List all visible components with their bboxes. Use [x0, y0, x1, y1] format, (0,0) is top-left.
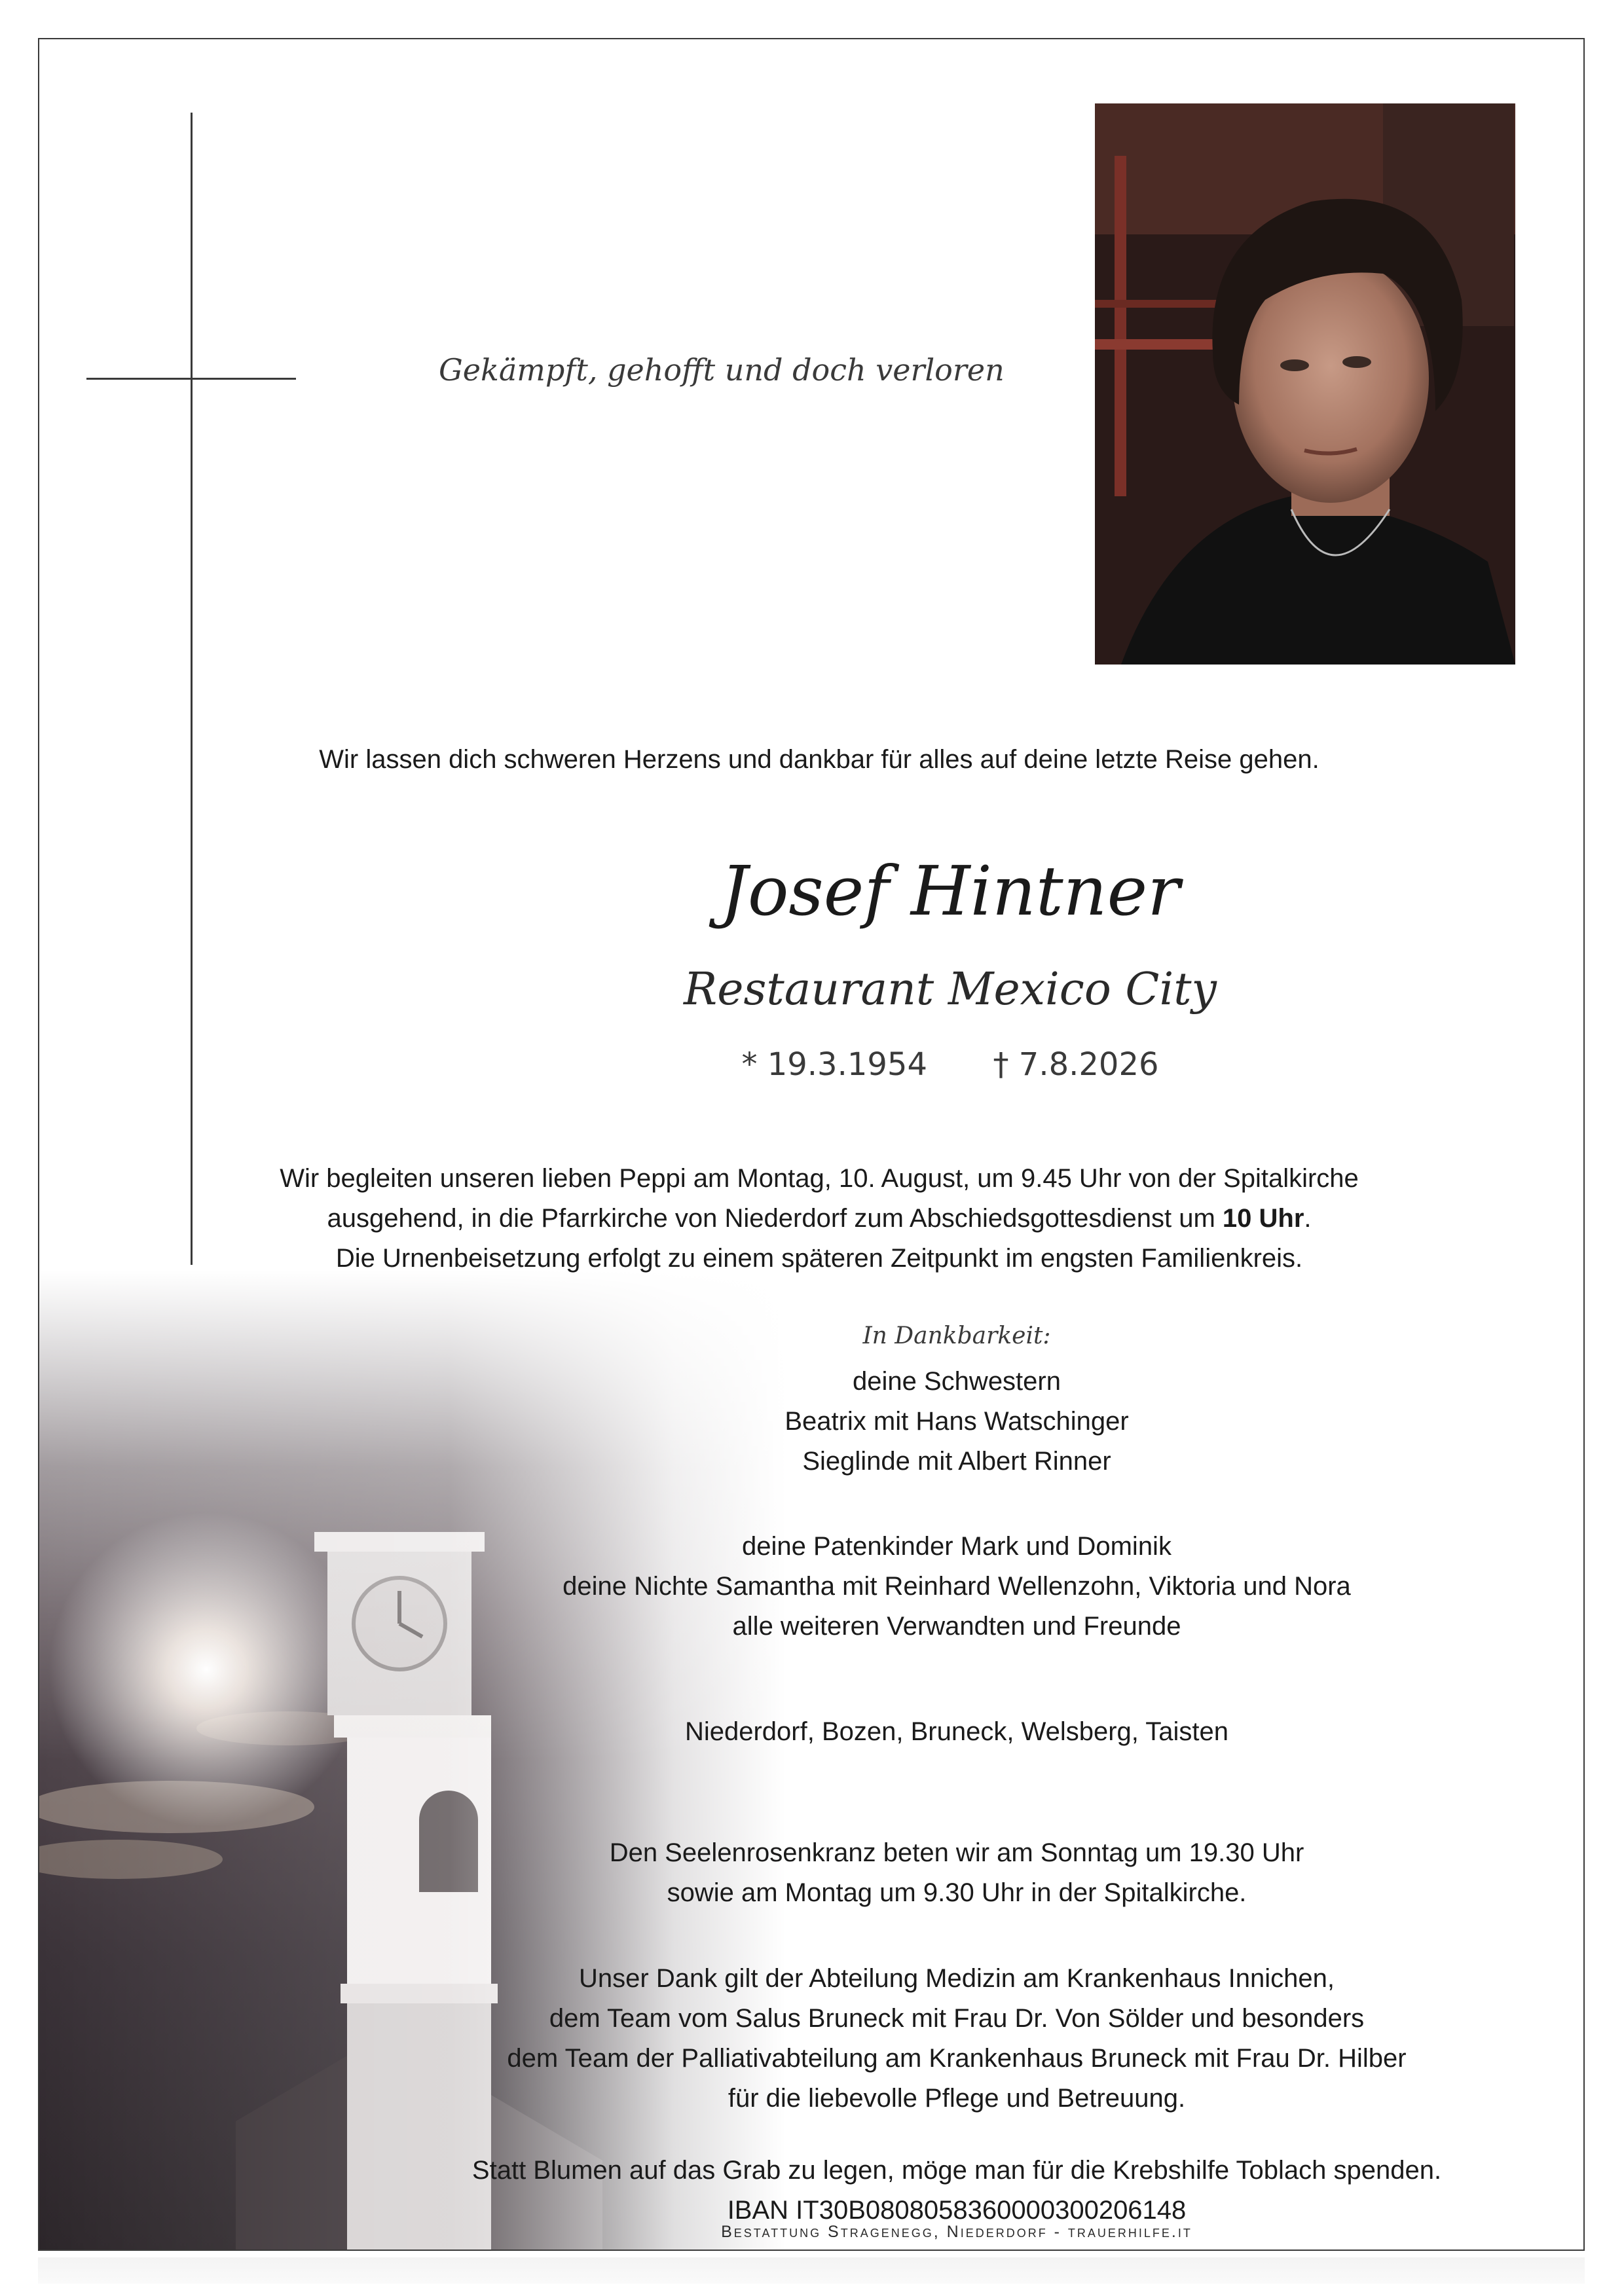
funeral-time: 10 Uhr [1222, 1204, 1304, 1233]
donation-line: Statt Blumen auf das Grab zu legen, möge man für die Krebshilfe Toblach spenden. [471, 2156, 1442, 2185]
funeral-line-1: Wir begleiten unseren lieben Peppi am Montag, 10. August, um 9.45 Uhr von der Spitalkirche [280, 1164, 1359, 1193]
thanks-line: Unser Dank gilt der Abteilung Medizin am Krankenhaus Innichen, [579, 1964, 1335, 1993]
gratitude-heading: In Dankbarkeit: [862, 1322, 1051, 1349]
mourner-line: deine Nichte Samantha mit Reinhard Wellenzohn, Viktoria und Nora [563, 1572, 1351, 1601]
mourner-line: alle weiteren Verwandten und Freunde [732, 1612, 1181, 1641]
life-dates [178, 1046, 1585, 1083]
page-bottom-strip [38, 2257, 1585, 2284]
rosary-line: sowie am Montag um 9.30 Uhr in der Spitalkirche. [667, 1878, 1247, 1907]
thanks-line: dem Team der Palliativabteilung am Krankenhaus Bruneck mit Frau Dr. Hilber [507, 2044, 1407, 2073]
thanks-line: für die liebevolle Pflege und Betreuung. [728, 2084, 1186, 2113]
cross-vertical-bar [191, 113, 193, 1265]
cross-icon [86, 113, 296, 1265]
mourner-line: deine Patenkinder Mark und Dominik [742, 1532, 1172, 1561]
farewell-text: Wir lassen dich schweren Herzens und dankbar für alles auf deine letzte Reise gehen. [319, 745, 1320, 774]
obituary-card [38, 38, 1585, 2251]
donation-iban: IBAN IT30B0808058360000300206148 [727, 2196, 1187, 2225]
birth-date: * 19.3.1954 [741, 1046, 927, 1083]
rosary-line: Den Seelenrosenkranz beten wir am Sonntag um 19.30 Uhr [609, 1838, 1304, 1867]
funeral-announcement [47, 1159, 1585, 1279]
deceased-subtitle: Restaurant Mexico City [684, 964, 1217, 1015]
funeral-home-footer: Bestattung Stragenegg, Niederdorf - trauerhilfe.it [721, 2223, 1192, 2241]
donation-note [185, 2151, 1585, 2231]
rosary-info [185, 1833, 1585, 1913]
death-date: † 7.8.2026 [993, 1046, 1159, 1083]
funeral-line-2: ausgehend, in die Pfarrkirche von Niederdorf zum Abschiedsgottesdienst um 10 Uhr. [327, 1204, 1312, 1233]
mourners-siblings [185, 1362, 1585, 1482]
mourners-relatives [185, 1527, 1585, 1647]
places: Niederdorf, Bozen, Bruneck, Welsberg, Taisten [684, 1717, 1229, 1746]
mourner-line: Sieglinde mit Albert Rinner [802, 1447, 1111, 1476]
motto: Gekämpft, gehofft und doch verloren [439, 352, 1005, 388]
mourner-line: deine Schwestern [853, 1367, 1061, 1396]
cross-horizontal-bar [86, 378, 296, 380]
portrait-photo [1095, 103, 1515, 665]
deceased-name: Josef Hintner [720, 851, 1180, 931]
mourner-line: Beatrix mit Hans Watschinger [784, 1407, 1129, 1436]
thanks-line: dem Team vom Salus Bruneck mit Frau Dr. Von Sölder und besonders [549, 2004, 1365, 2033]
funeral-line-3: Die Urnenbeisetzung erfolgt zu einem späteren Zeitpunkt im engsten Familienkreis. [335, 1244, 1303, 1273]
thanks-text [185, 1959, 1585, 2119]
